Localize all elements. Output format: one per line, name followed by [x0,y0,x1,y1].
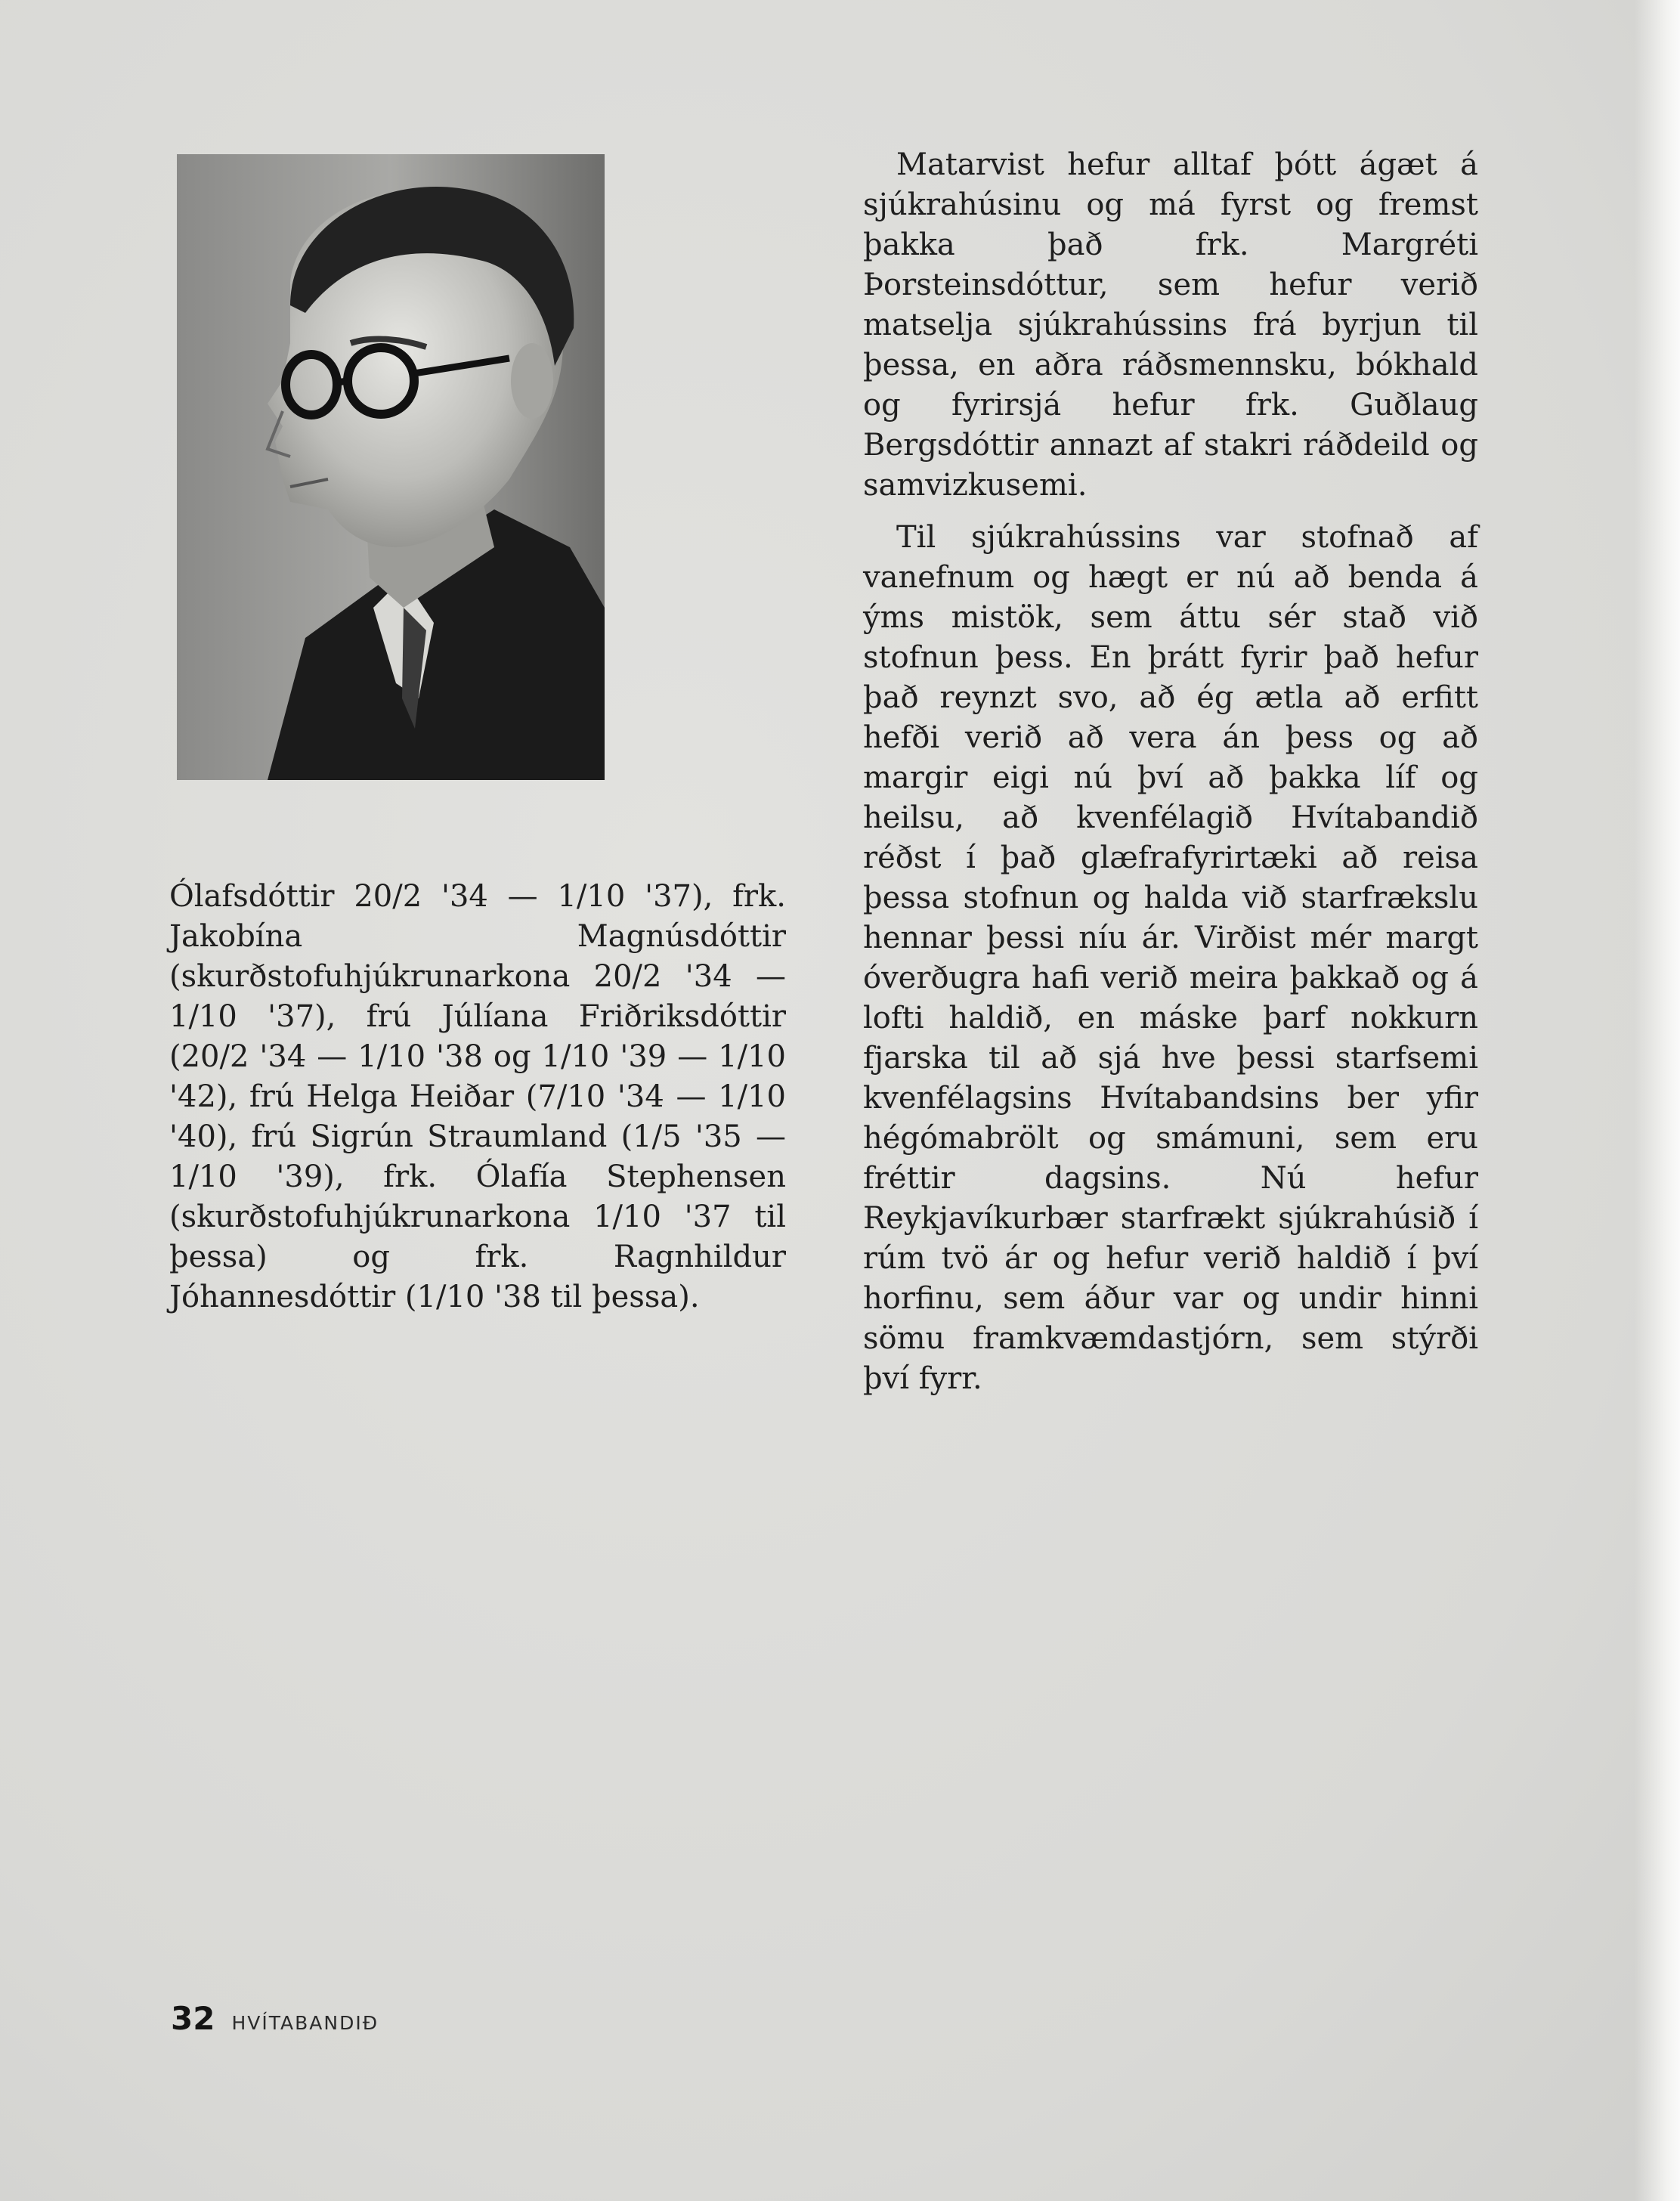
paragraph-1: Matarvist hefur alltaf þótt ágæt á sjúkrahúsinu og má fyrst og fremst þakka það frk. Margréti Þorsteinsdóttur, sem hefur verið matselja sjúkrahússins frá byrjun til þessa, en aðra ráðsmennsku, bókhald og fyrirsjá hefur frk. Guðlaug Bergsdóttir annazt af stakri ráðdeild og samvizkusemi. [863,147,1478,503]
page-footer [171,2000,379,2037]
page-number: 32 [171,2000,215,2037]
paragraph-2: Til sjúkrahússins var stofnað af vanefnum og hægt er nú að benda á ýms mistök, sem áttu sér stað við stofnun þess. En þrátt fyrir það hefur það reynzt svo, að ég ætla að erfitt hefði verið að vera án þess og að margir eigi nú því að þakka líf og heilsu, að kvenfélagið Hvítabandið réðst í það glæfrafyrirtæki að reisa þessa stofnun og halda við starfrækslu hennar þessi níu ár. Virðist mér margt óverðugra hafi verið meira þakkað og á lofti haldið, en máske þarf nokkurn fjarska til að sjá hve þessi starfsemi kvenfélagsins Hvítabandsins ber yfir hégómabrölt og smámuni, sem eru fréttir dagsins. Nú hefur Reykjavíkurbær starfrækt sjúkrahúsið í rúm tvö ár og hefur verið haldið í því horfinu, sem áður var og undir hinni sömu framkvæmdastjórn, sem stýrði því fyrr. [863,520,1478,1396]
portrait-image [177,154,605,780]
running-title: HVÍTABANDIÐ [231,2012,379,2034]
portrait-photo [177,154,605,780]
page-edge [1635,0,1680,2201]
right-column [863,145,1478,1399]
left-column-text: Ólafsdóttir 20/2 '34 — 1/10 '37), frk. Jakobína Magnúsdóttir (skurðstofuhjúkrunarkona 20/2 '34 — 1/10 '37), frú Júlíana Friðriksdóttir (20/2 '34 — 1/10 '38 og 1/10 '39 — 1/10 '42), frú Helga Heiðar (7/10 '34 — 1/10 '40), frú Sigrún Straumland (1/5 '35 — 1/10 '39), frk. Ólafía Stephensen (skurðstofuhjúkrunarkona 1/10 '37 til þessa) og frk. Ragnhildur Jóhannesdóttir (1/10 '38 til þessa). [169,879,786,1314]
